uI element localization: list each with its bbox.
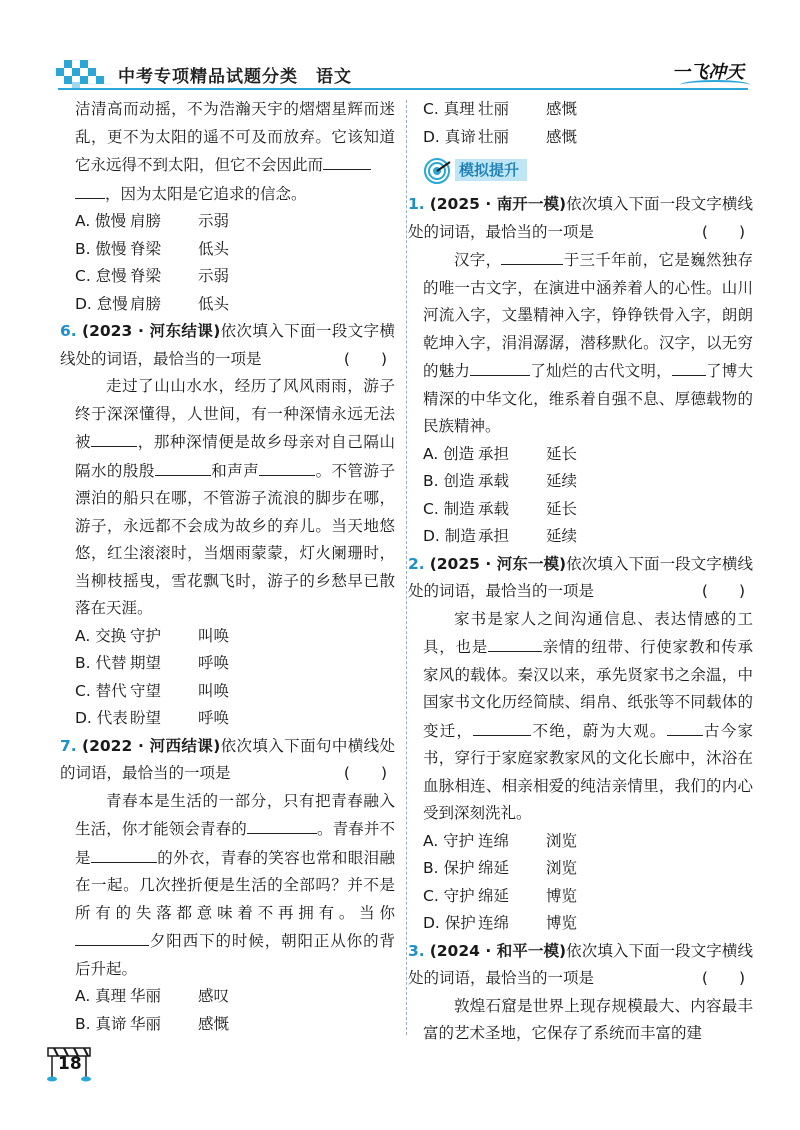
option-row: C. 真理 壮丽 感慨 [423, 100, 578, 118]
continued-passage: 洁清高而动摇，不为浩瀚天宇的熠熠星辉而迷乱，更不为太阳的遥不可及而放弃。它该知道它永远得不到太阳，但它不会因此而 [75, 100, 395, 174]
option-row: A. 守护 连绵 浏览 [423, 831, 578, 850]
option-row: A. 真理 华丽 感叹 [75, 987, 230, 1005]
brand-logo: 一飞冲天 [672, 62, 744, 83]
question-3: 3. (2024 · 和平一模)依次填入下面一段文字横线处的词语，最恰当的一项是 ( ) [408, 938, 753, 993]
question-3-passage: 敦煌石窟是世界上现存规模最大、内容最丰富的艺术圣地，它保存了系统而丰富的建 [423, 996, 753, 1042]
answer-bracket[interactable]: ( ) [701, 582, 745, 600]
option-row: B. 傲慢 脊梁 低头 [75, 239, 230, 258]
option-row: B. 创造 承载 延续 [423, 472, 578, 490]
option-row: D. 制造 承担 延续 [423, 527, 578, 545]
page-number: 18 [58, 1054, 82, 1074]
question-2-passage: 家书是家人之间沟通信息、表达情感的工具，也是 亲情的纽带、行使家教和传承家风的载体。秦汉以来，承先贤家书之余温，中国家书文化历经简牍、绢帛、纸张等不同载体的变迁， 不绝，蔚为大观。 古今家书，穿行于家庭家教家风的文化长廊中，沐浴在血脉相连、相亲相爱的纯洁亲情里，我们的内心受到深刻洗礼。 [423, 609, 753, 822]
option-row: C. 替代 守望 叫唤 [75, 681, 230, 700]
question-7: 7. (2022 · 河西结课)依次填入下面句中横线处的词语，最恰当的一项是 ( ) [60, 733, 395, 788]
option-row: D. 真谛 壮丽 感慨 [423, 127, 578, 146]
option-row: C. 守护 绵延 博览 [423, 886, 578, 905]
option-row: A. 交换 守护 叫唤 [75, 626, 230, 645]
question-1-passage: 汉字， 于三千年前，它是巍然独存的唯一古文字，在演进中涵养着人的心性。山川河流入字，文墨精神入字，铮铮铁骨入字，朗朗乾坤入字，涓涓潺潺，潜移默化。汉字，以无穷的魅力 了灿烂的古代文明， 了博大精深的中华文化，维系着自强不息、厚德载物的民族精神。 [423, 246, 753, 441]
option-row: A. 傲慢 肩膀 示弱 [75, 212, 230, 230]
option-row: A. 创造 承担 延长 [423, 444, 578, 463]
question-6: 6. (2023 · 河东结课)依次填入下面一段文字横线处的词语，最恰当的一项是 ( ) [60, 318, 395, 373]
question-1: 1. (2025 · 南开一模)依次填入下面一段文字横线处的词语，最恰当的一项是 ( ) [408, 191, 753, 246]
blank-line [323, 151, 371, 170]
option-row: B. 真谛 华丽 感慨 [75, 1014, 230, 1033]
section-title: 模拟提升 [455, 159, 527, 181]
question-2: 2. (2025 · 河东一模)依次填入下面一段文字横线处的词语，最恰当的一项是 ( ) [408, 551, 753, 606]
left-column: 洁清高而动摇，不为浩瀚天宇的熠熠星辉而迷乱，更不为太阳的遥不可及而放弃。它该知道它永远得不到太阳，但它不会因此而 ，因为太阳是它追求的信念。 A. 傲慢 肩膀 示弱 B. 傲慢 脊梁 低头 C. 怠慢 脊梁 示弱 D. 怠慢 肩膀 低头 6. (2023 · 河东结课)依次填入下面一段文字横线处的词语，最恰当的一项是 ( ) 走过了山山水水，经历了风风雨雨，游子终于深深懂得，人世间，有一种深情永远无法被 ，那种深情便是故乡母亲对自己隔山隔水的殷殷 和声声 。不管游子漂泊的船只在哪，不管游子流浪的脚步在哪，游子，永远都不会成为故乡的弃儿。当天地悠悠，红尘滚滚时，当烟雨蒙蒙，灯火阑珊时，当柳枝摇曳，雪花飘飞时，游子的乡愁早已散落在天涯。 A. 交换 守护 叫唤 B. 代替 期望 呼唤 C. 替代 守望 叫唤 D. 代表 盼望 呼唤 7. (2022 · 河西结课)依次填入下面句中横线处的词语，最恰当的一项是 ( ) 青春本是生活的一部分，只有把青春融入生活，你才能领会青春的 。青春并不是 的外衣，青春的笑容也常和眼泪融在一起。几次挫折便是生活的全部吗？并不是所有的失落都意味着不再拥有。当你夕阳西下的时候，朝阳正从你的背后升起。 A. 真理 华丽 感叹 B. 真谛 华丽 感慨 [75, 96, 395, 1038]
option-row: B. 代替 期望 呼唤 [75, 654, 230, 672]
target-icon [423, 157, 451, 185]
section-header [423, 155, 753, 185]
book-title: 中考专项精品试题分类 语文 [118, 67, 352, 87]
option-row: C. 怠慢 脊梁 示弱 [75, 267, 230, 285]
page-header [0, 0, 800, 96]
question-6-passage: 走过了山山水水，经历了风风雨雨，游子终于深深懂得，人世间，有一种深情永远无法被 ，那种深情便是故乡母亲对自己隔山隔水的殷殷 和声声 。不管游子漂泊的船只在哪，不管游子流浪的脚步在哪，游子，永远都不会成为故乡的弃儿。当天地悠悠，红尘滚滚时，当烟雨蒙蒙，灯火阑珊时，当柳枝摇曳，雪花飘飞时，游子的乡愁早已散落在天涯。 [75, 377, 395, 617]
option-row: D. 怠慢 肩膀 低头 [75, 294, 230, 313]
right-column [408, 96, 753, 1048]
answer-bracket[interactable]: ( ) [343, 349, 387, 368]
option-row: C. 制造 承载 延长 [423, 499, 578, 518]
blank-line [75, 180, 105, 199]
option-row: D. 保护 连绵 博览 [423, 914, 578, 932]
answer-bracket[interactable]: ( ) [701, 969, 745, 987]
answer-bracket[interactable]: ( ) [343, 764, 387, 782]
header-rule [58, 88, 748, 90]
checker-decoration-icon [56, 56, 116, 90]
question-7-passage: 青春本是生活的一部分，只有把青春融入生活，你才能领会青春的 。青春并不是 的外衣，青春的笑容也常和眼泪融在一起。几次挫折便是生活的全部吗？并不是所有的失落都意味着不再拥有。当你夕阳西下的时候，朝阳正从你的背后升起。 [75, 791, 395, 978]
column-divider [406, 100, 407, 1035]
answer-bracket[interactable]: ( ) [701, 222, 745, 241]
option-row: B. 保护 绵延 浏览 [423, 859, 578, 877]
option-row: D. 代表 盼望 呼唤 [75, 709, 230, 727]
